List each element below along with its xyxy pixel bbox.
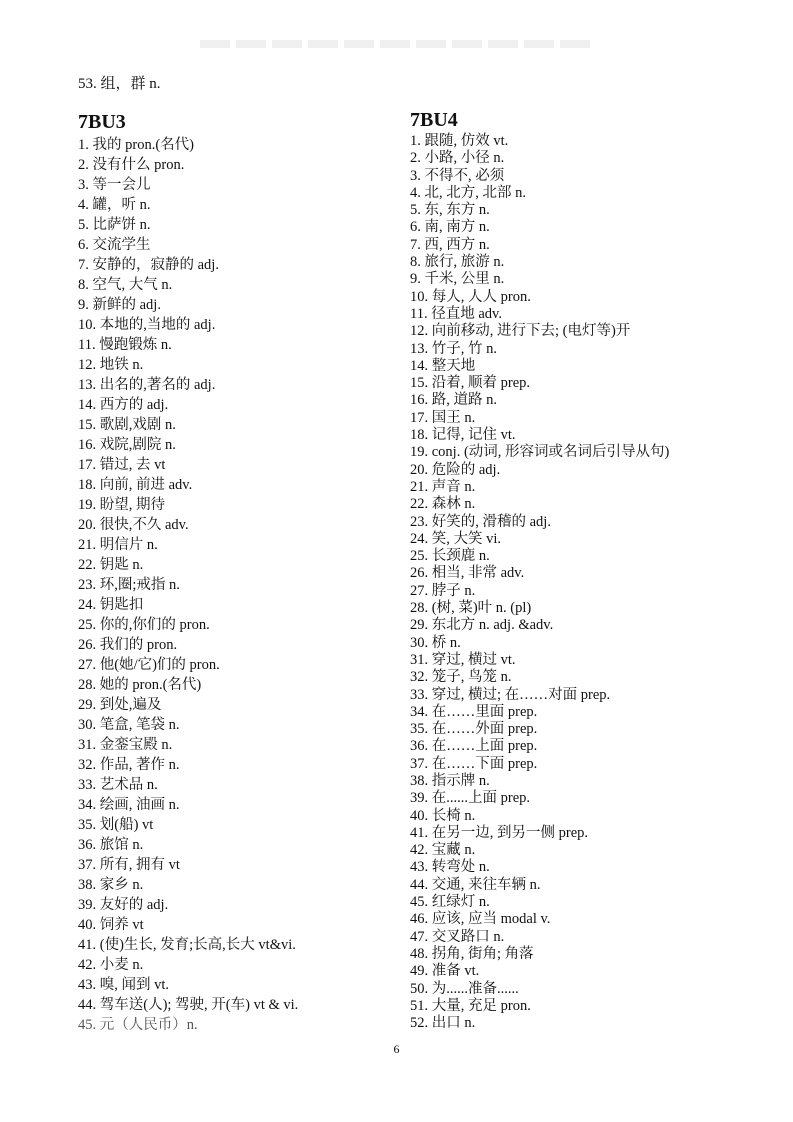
- vocab-item: 41. 在另一边, 到另一侧 prep.: [410, 824, 589, 841]
- vocab-item: 27. 脖子 n.: [410, 582, 476, 599]
- vocab-item: 26. 相当, 非常 adv.: [410, 565, 525, 582]
- vocab-item: 18. 向前, 前进 adv.: [78, 477, 193, 493]
- vocab-item: 28. 她的 pron.(名代): [78, 677, 202, 693]
- vocab-item: 17. 错过, 去 vt: [78, 457, 166, 473]
- vocab-item: 6. 南, 南方 n.: [410, 219, 490, 236]
- vocab-item: 21. 声音 n.: [410, 478, 476, 495]
- faint-header-text: [200, 40, 590, 48]
- vocab-item: 24. 笑, 大笑 vi.: [410, 530, 502, 547]
- vocab-item: 39. 友好的 adj.: [78, 897, 169, 913]
- vocab-item: 9. 新鲜的 adj.: [78, 297, 161, 313]
- vocab-item: 7. 西, 西方 n.: [410, 236, 490, 253]
- vocab-item: 28. (树, 菜)叶 n. (pl): [410, 600, 532, 617]
- vocab-item: 25. 你的,你们的 pron.: [78, 617, 210, 633]
- vocab-item: 27. 他(她/它)们的 pron.: [78, 657, 220, 673]
- vocab-item: 30. 桥 n.: [410, 634, 461, 651]
- vocab-item: 29. 东北方 n. adj. &adv.: [410, 617, 554, 634]
- vocab-item: 48. 拐角, 街角; 角落: [410, 945, 534, 962]
- section-heading: 7BU4: [410, 109, 458, 131]
- vocab-list: [78, 135, 408, 1035]
- vocab-item: 51. 大量, 充足 pron.: [410, 997, 531, 1014]
- vocab-item: 25. 长颈鹿 n.: [410, 548, 490, 565]
- vocab-item: 44. 交通, 来往车辆 n.: [410, 876, 541, 893]
- vocab-item: 38. 家乡 n.: [78, 877, 144, 893]
- vocab-column-7bu3: [78, 110, 408, 1035]
- vocab-item: 11. 慢跑锻炼 n.: [78, 337, 172, 353]
- vocab-item: 37. 所有, 拥有 vt: [78, 857, 180, 873]
- vocab-item: 31. 穿过, 横过 vt.: [410, 651, 516, 668]
- vocab-item: 8. 旅行, 旅游 n.: [410, 254, 505, 271]
- vocab-item: 26. 我们的 pron.: [78, 637, 178, 653]
- vocab-item: 38. 指示牌 n.: [410, 772, 490, 789]
- section-heading: 7BU3: [78, 111, 126, 133]
- vocab-item: 13. 出名的,著名的 adj.: [78, 377, 216, 393]
- vocab-item: 13. 竹子, 竹 n.: [410, 340, 497, 357]
- vocab-item: 30. 笔盒, 笔袋 n.: [78, 717, 180, 733]
- vocab-item: 35. 划(船) vt: [78, 817, 154, 833]
- vocab-item: 18. 记得, 记住 vt.: [410, 427, 516, 444]
- vocab-item: 9. 千米, 公里 n.: [410, 271, 505, 288]
- vocab-item: 8. 空气, 大气 n.: [78, 277, 173, 293]
- vocab-item: 34. 绘画, 油画 n.: [78, 797, 180, 813]
- vocab-item: 35. 在……外面 prep.: [410, 721, 538, 738]
- vocab-item: 21. 明信片 n.: [78, 537, 158, 553]
- vocab-item: 42. 小麦 n.: [78, 957, 144, 973]
- vocab-item: 45. 红绿灯 n.: [410, 894, 490, 911]
- vocab-item: 15. 沿着, 顺着 prep.: [410, 375, 531, 392]
- vocab-item: 5. 东, 东方 n.: [410, 202, 490, 219]
- vocab-item: 20. 很快,不久 adv.: [78, 517, 189, 533]
- vocab-item: 40. 饲养 vt: [78, 917, 144, 933]
- vocab-item: 6. 交流学生: [78, 237, 151, 253]
- page-number: 6: [393, 1042, 400, 1056]
- vocab-item: 36. 在……上面 prep.: [410, 738, 538, 755]
- vocab-item: 46. 应该, 应当 modal v.: [410, 911, 551, 928]
- vocab-item: 10. 本地的,当地的 adj.: [78, 317, 216, 333]
- vocab-item: 4. 北, 北方, 北部 n.: [410, 184, 526, 201]
- vocab-item: 12. 地铁 n.: [78, 357, 144, 373]
- vocab-item: 15. 歌剧,戏剧 n.: [78, 417, 176, 433]
- vocab-item: 40. 长椅 n.: [410, 807, 476, 824]
- vocab-item: 49. 准备 vt.: [410, 963, 480, 980]
- continued-item: 53. 组，群 n.: [78, 76, 161, 92]
- vocab-item: 11. 径直地 adv.: [410, 305, 502, 322]
- vocab-item: 47. 交叉路口 n.: [410, 928, 505, 945]
- vocab-item: 24. 钥匙扣: [78, 597, 144, 613]
- vocab-item: 43. 转弯处 n.: [410, 859, 490, 876]
- vocab-item: 16. 戏院,剧院 n.: [78, 437, 176, 453]
- vocab-item: 41. (使)生长, 发育;长高,长大 vt&vi.: [78, 937, 296, 953]
- vocab-item: 50. 为......准备......: [410, 980, 519, 997]
- vocab-item: 20. 危险的 adj.: [410, 461, 501, 478]
- vocab-item: 1. 跟随, 仿效 vt.: [410, 133, 509, 149]
- vocab-column-7bu4: [410, 108, 780, 1032]
- vocab-item: 14. 整天地: [410, 357, 476, 374]
- vocab-item: 2. 没有什么 pron.: [78, 157, 185, 173]
- vocab-item: 3. 等一会儿: [78, 177, 151, 193]
- vocab-item: 33. 穿过, 横过; 在……对面 prep.: [410, 686, 611, 703]
- vocab-item: 23. 好笑的, 滑稽的 adj.: [410, 513, 551, 530]
- vocab-item: 32. 笼子, 鸟笼 n.: [410, 669, 512, 686]
- vocab-item: 22. 钥匙 n.: [78, 557, 144, 573]
- vocab-item: 34. 在……里面 prep.: [410, 703, 538, 720]
- vocab-item: 2. 小路, 小径 n.: [410, 150, 505, 167]
- vocab-item: 19. conj. (动词, 形容词或名词后引导从句): [410, 444, 670, 461]
- vocab-item: 29. 到处,遍及: [78, 697, 162, 713]
- vocab-item: 45. 元（人民币）n.: [78, 1017, 198, 1033]
- vocab-item: 17. 国王 n.: [410, 409, 476, 426]
- vocab-item: 14. 西方的 adj.: [78, 397, 169, 413]
- vocab-item: 33. 艺术品 n.: [78, 777, 158, 793]
- vocab-item: 31. 金銮宝殿 n.: [78, 737, 173, 753]
- vocab-item: 39. 在......上面 prep.: [410, 790, 531, 807]
- vocab-item: 3. 不得不, 必须: [410, 167, 505, 184]
- vocab-item: 10. 每人, 人人 pron.: [410, 288, 531, 305]
- vocab-item: 32. 作品, 著作 n.: [78, 757, 180, 773]
- vocab-item: 16. 路, 道路 n.: [410, 392, 497, 409]
- vocab-item: 52. 出口 n.: [410, 1015, 476, 1032]
- vocab-item: 42. 宝藏 n.: [410, 842, 476, 859]
- vocab-item: 4. 罐，听 n.: [78, 197, 151, 213]
- vocab-item: 43. 嗅, 闻到 vt.: [78, 977, 170, 993]
- vocab-list: [410, 133, 780, 1032]
- vocab-item: 12. 向前移动, 进行下去; (电灯等)开: [410, 323, 631, 340]
- vocab-item: 22. 森林 n.: [410, 496, 476, 513]
- vocab-item: 7. 安静的，寂静的 adj.: [78, 257, 219, 273]
- vocab-item: 44. 驾车送(人); 驾驶, 开(车) vt & vi.: [78, 997, 299, 1013]
- vocab-item: 36. 旅馆 n.: [78, 837, 144, 853]
- vocab-item: 1. 我的 pron.(名代): [78, 137, 194, 153]
- vocab-item: 19. 盼望, 期待: [78, 497, 165, 513]
- vocab-item: 5. 比萨饼 n.: [78, 217, 151, 233]
- vocab-item: 37. 在……下面 prep.: [410, 755, 538, 772]
- vocab-item: 23. 环,圈;戒指 n.: [78, 577, 180, 593]
